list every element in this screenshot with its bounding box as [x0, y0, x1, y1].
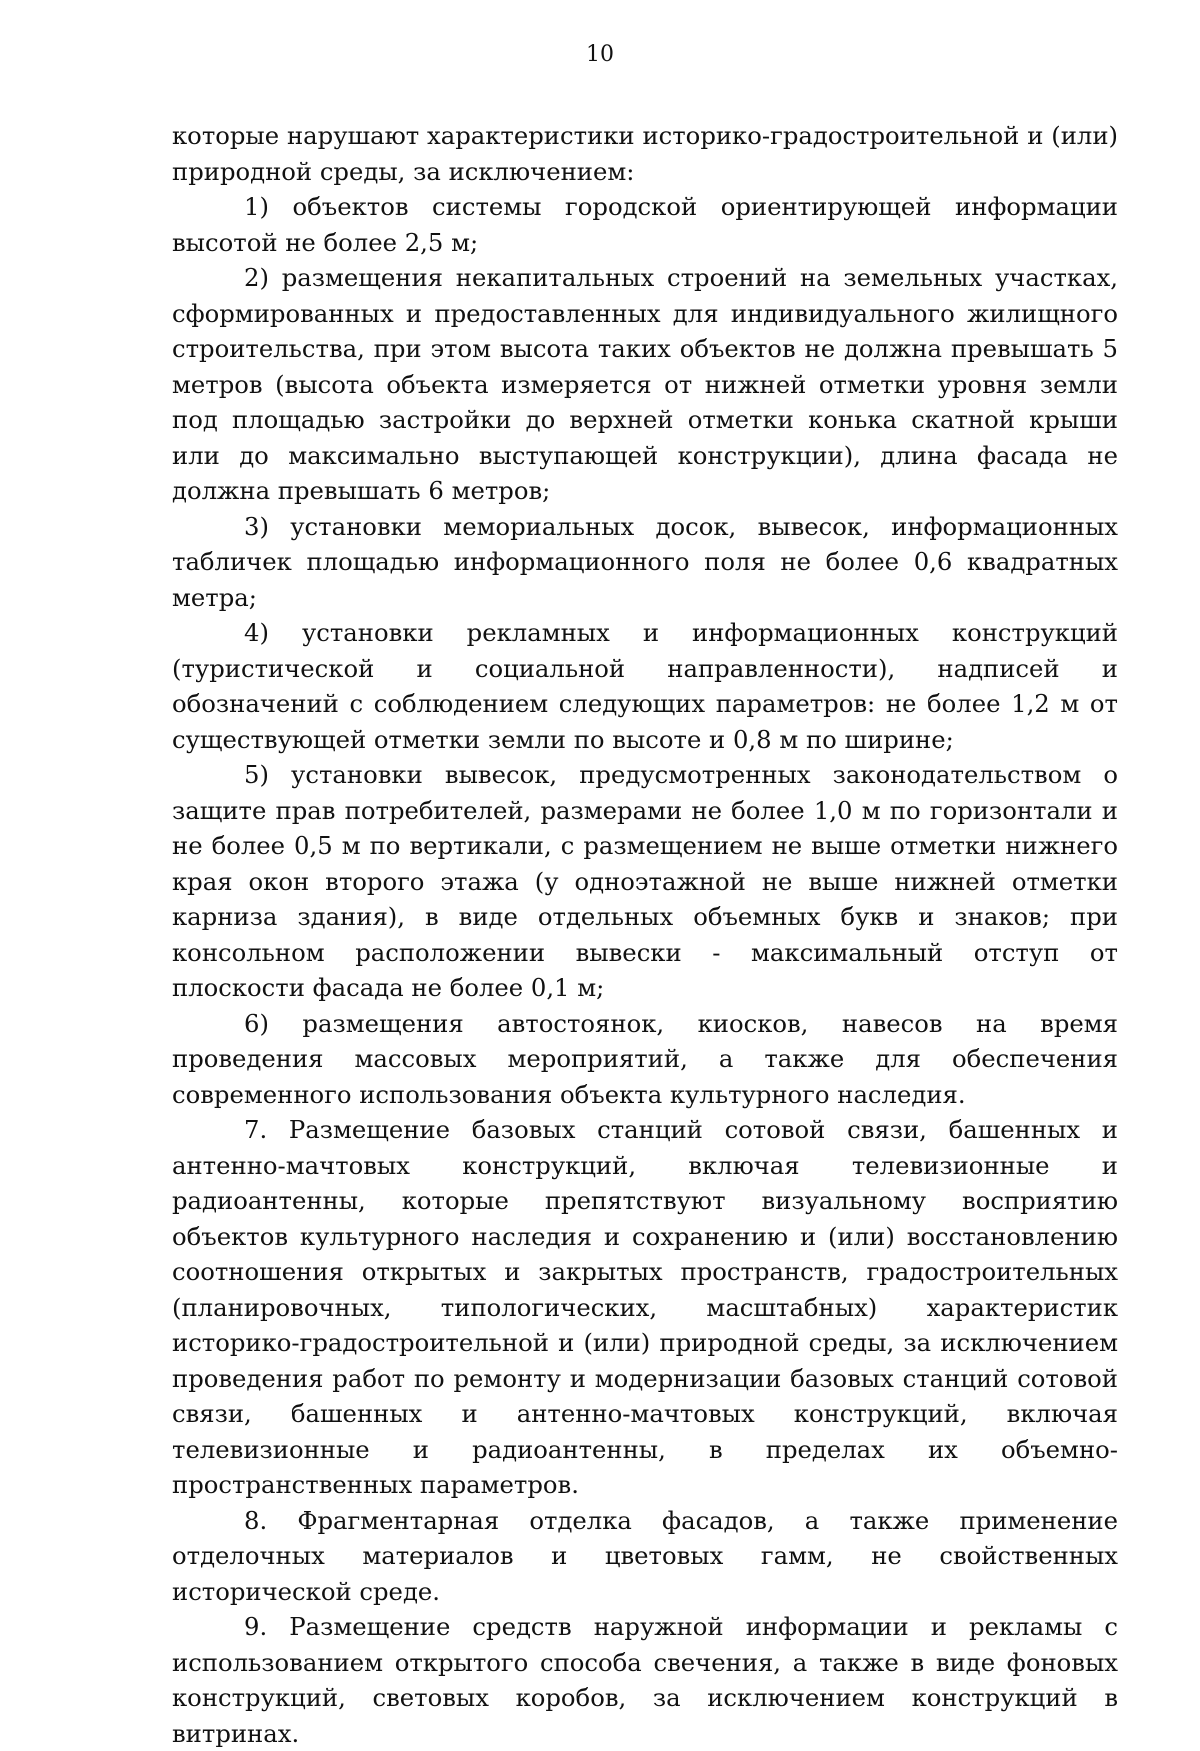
paragraph-item-2: 2) размещения некапитальных строений на земельных участках, сформированных и предоставленных для индивидуального жилищного строительства, при этом высота таких объектов не должна превышать 5 метров (высота объекта измеряется от нижней отметки уровня земли под площадью застройки до верхней отметки конька скатной крыши или до максимально выступающей конструкции), длина фасада не должна превышать 6 метров; — [172, 263, 1118, 505]
paragraph-item-6: 6) размещения автостоянок, киосков, навесов на время проведения массовых мероприятий, а также для обеспечения современного использования объекта культурного наследия. — [172, 1008, 1118, 1109]
document-body — [172, 118, 1118, 1751]
paragraph-section-7: 7. Размещение базовых станций сотовой связи, башенных и антенно-мачтовых конструкций, включая телевизионные и радиоантенны, которые препятствуют визуальному восприятию объектов культурного наследия и сохранению и (или) восстановлению соотношения открытых и закрытых пространств, градостроительных (планировочных, типологических, масштабных) характеристик историко-градостроительной и (или) природной среды, за исключением проведения работ по ремонту и модернизации базовых станций сотовой связи, башенных и антенно-мачтовых конструкций, включая телевизионные и радиоантенны, в пределах их объемно-пространственных параметров. — [172, 1115, 1118, 1499]
paragraph-item-1: 1) объектов системы городской ориентирующей информации высотой не более 2,5 м; — [172, 192, 1118, 257]
paragraph-item-5: 5) установки вывесок, предусмотренных законодательством о защите прав потребителей, размерами не более 1,0 м по горизонтали и не более 0,5 м по вертикали, с размещением не выше отметки нижнего края окон второго этажа (у одноэтажной не выше нижней отметки карниза здания), в виде отдельных объемных букв и знаков; при консольном расположении вывески - максимальный отступ от плоскости фасада не более 0,1 м; — [172, 760, 1118, 1002]
page-number: 10 — [586, 42, 614, 67]
paragraph-item-4: 4) установки рекламных и информационных конструкций (туристической и социальной направленности), надписей и обозначений с соблюдением следующих параметров: не более 1,2 м от существующей отметки земли по высоте и 0,8 м по ширине; — [172, 618, 1118, 754]
paragraph-continuation: которые нарушают характеристики историко-градостроительной и (или) природной среды, за исключением: — [172, 121, 1118, 186]
paragraph-section-9: 9. Размещение средств наружной информации и рекламы с использованием открытого способа свечения, а также в виде фоновых конструкций, световых коробов, за исключением конструкций в витринах. — [172, 1612, 1118, 1748]
paragraph-item-3: 3) установки мемориальных досок, вывесок, информационных табличек площадью информационного поля не более 0,6 квадратных метра; — [172, 511, 1118, 612]
paragraph-section-8: 8. Фрагментарная отделка фасадов, а также применение отделочных материалов и цветовых гамм, не свойственных исторической среде. — [172, 1505, 1118, 1606]
